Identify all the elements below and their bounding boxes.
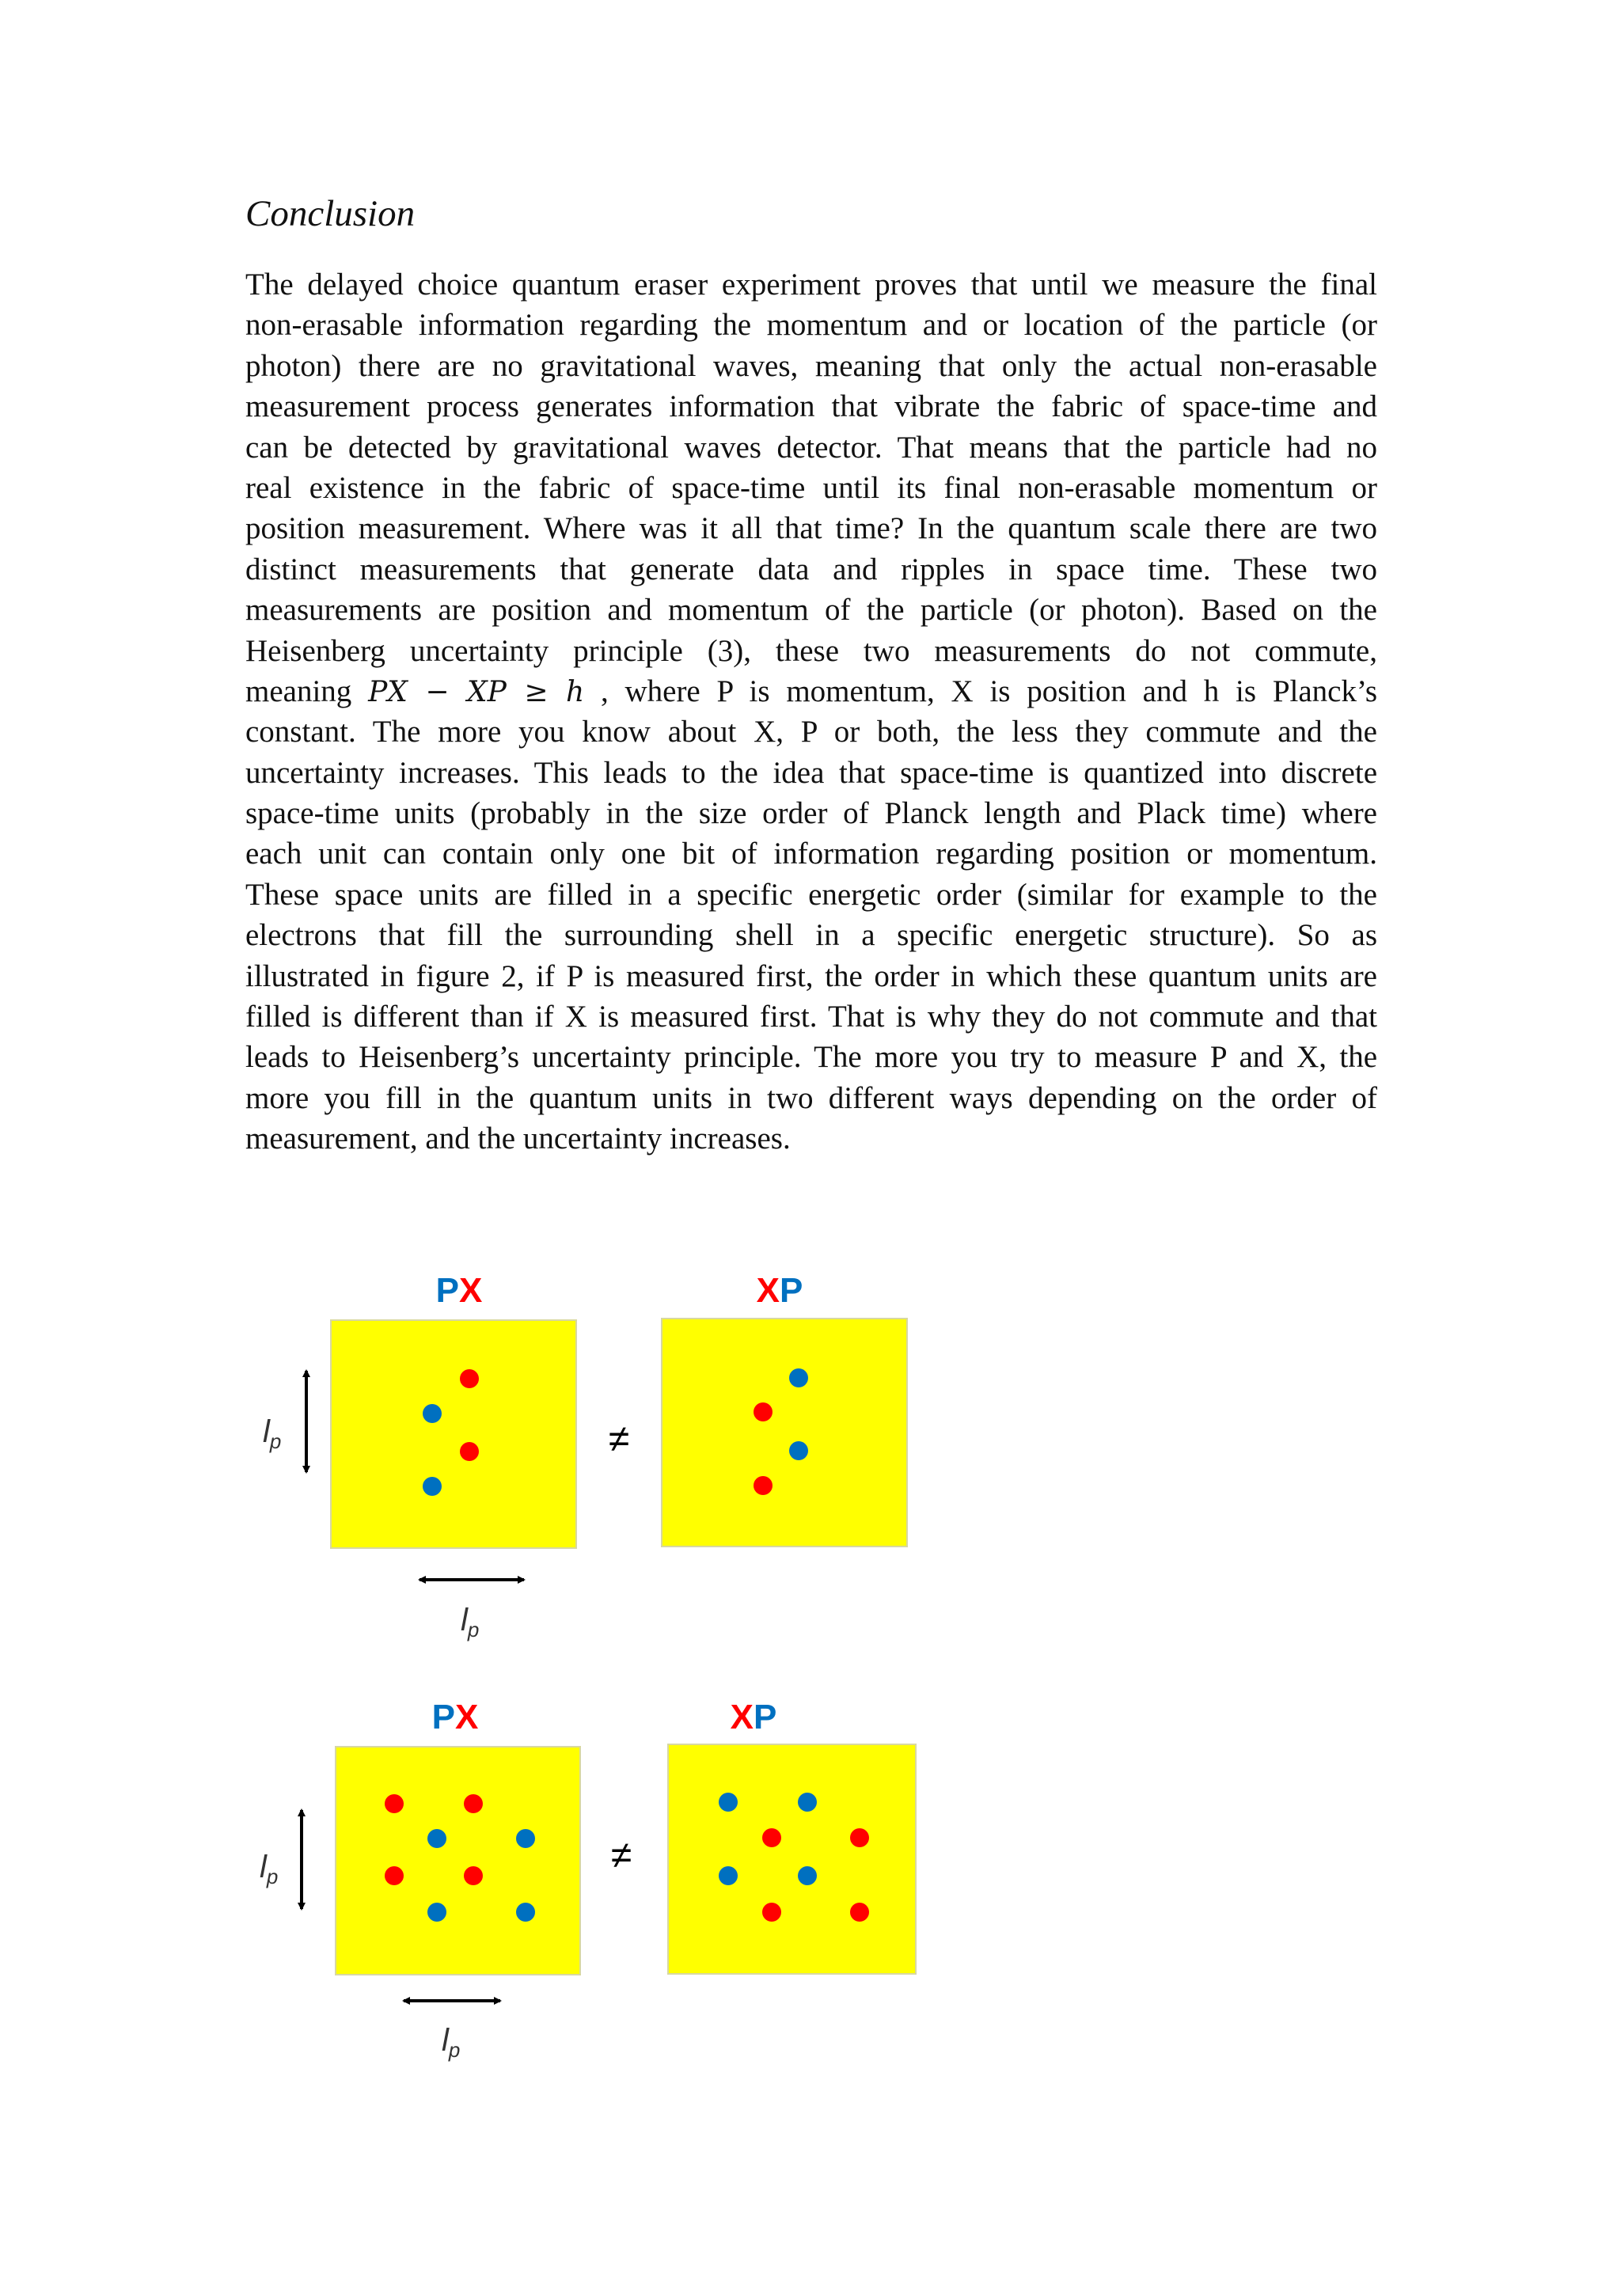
paragraph-line: can be detected by gravitational waves detector. That means that the particle had no bbox=[245, 430, 1377, 465]
red-dot bbox=[385, 1866, 404, 1885]
paragraph-line: each unit can contain only one bit of information regarding position or momentum. bbox=[245, 837, 1377, 871]
bottom-left-unit-box bbox=[336, 1747, 580, 1975]
paragraph-line: measurements are position and momentum of the particle (or photon). Based on the bbox=[245, 593, 1377, 628]
lp-label-horizontal: $l_p$ bbox=[461, 1603, 480, 1641]
paragraph-line: real existence in the fabric of space-time until its final non-erasable momentum or bbox=[245, 470, 1377, 505]
paragraph-line: non-erasable information regarding the momentum and or location of the particle (or bbox=[245, 308, 1377, 343]
lp-label-horizontal: $l_p$ bbox=[442, 2023, 461, 2062]
blue-dot bbox=[789, 1441, 808, 1460]
red-dot bbox=[754, 1402, 773, 1421]
blue-dot bbox=[516, 1903, 535, 1922]
paragraph-line: more you fill in the quantum units in two different ways depending on the order of bbox=[245, 1080, 1377, 1115]
paragraph-line: space-time units (probably in the size order of Planck length and Plack time) where bbox=[245, 796, 1377, 831]
paragraph-line: The delayed choice quantum eraser experiment proves that until we measure the final bbox=[245, 268, 1377, 302]
bottom-left-label-p: P bbox=[431, 1698, 455, 1736]
paragraph-line: illustrated in figure 2, if P is measured first, the order in which these quantum units are bbox=[245, 958, 1377, 993]
blue-dot bbox=[516, 1829, 535, 1848]
paragraph-line: measurement process generates information that vibrate the fabric of space-time and bbox=[245, 389, 1377, 424]
line-text: , where P is momentum, X is position and h is Planck’s bbox=[584, 674, 1377, 708]
line-text: meaning bbox=[245, 674, 369, 708]
blue-dot bbox=[423, 1404, 442, 1423]
paragraph-line: photon) there are no gravitational waves, meaning that only the actual non-erasable bbox=[245, 348, 1377, 383]
not-equal-sign: ≠ bbox=[610, 1835, 632, 1877]
paragraph-line: constant. The more you know about X, P or both, the less they commute and the bbox=[245, 715, 1377, 750]
blue-dot bbox=[427, 1829, 446, 1848]
paragraph-line: Heisenberg uncertainty principle (3), these two measurements do not commute, bbox=[245, 633, 1377, 668]
blue-dot bbox=[789, 1368, 808, 1387]
paragraph-line: leads to Heisenberg’s uncertainty principle. The more you try to measure P and X, the bbox=[245, 1040, 1377, 1075]
red-dot bbox=[464, 1866, 483, 1885]
red-dot bbox=[850, 1903, 869, 1922]
red-dot bbox=[385, 1794, 404, 1813]
red-dot bbox=[850, 1828, 869, 1847]
section-heading: Conclusion bbox=[245, 193, 416, 234]
blue-dot bbox=[719, 1866, 738, 1885]
blue-dot bbox=[798, 1793, 817, 1812]
bottom-right-label-x: X bbox=[730, 1698, 754, 1736]
commutator-equation: PX − XP ≥ h bbox=[368, 675, 585, 708]
top-left-label-x: X bbox=[459, 1271, 483, 1310]
top-right-label-x: X bbox=[756, 1271, 780, 1310]
blue-dot bbox=[423, 1477, 442, 1496]
top-right-unit-box bbox=[662, 1319, 907, 1546]
paragraph-line: distinct measurements that generate data and ripples in space time. These two bbox=[245, 552, 1377, 586]
bottom-left-label-x: X bbox=[455, 1698, 479, 1736]
paragraph-line: uncertainty increases. This leads to the idea that space-time is quantized into discrete bbox=[245, 755, 1377, 790]
red-dot bbox=[762, 1828, 781, 1847]
red-dot bbox=[464, 1794, 483, 1813]
blue-dot bbox=[427, 1903, 446, 1922]
red-dot bbox=[754, 1476, 773, 1495]
paragraph-line: filled is different than if X is measured first. That is why they do not commute and that bbox=[245, 1000, 1377, 1034]
blue-dot bbox=[798, 1866, 817, 1885]
top-left-unit-box bbox=[331, 1320, 576, 1548]
paragraph-line: measurement, and the uncertainty increases. bbox=[245, 1121, 791, 1156]
red-dot bbox=[762, 1903, 781, 1922]
paragraph-line: These space units are filled in a specific energetic order (similar for example to the bbox=[245, 877, 1377, 912]
not-equal-sign: ≠ bbox=[608, 1418, 630, 1460]
bottom-right-unit-box bbox=[668, 1744, 916, 1974]
bottom-right-label-p: P bbox=[754, 1698, 777, 1736]
top-right-label-p: P bbox=[780, 1271, 803, 1310]
paragraph-line: position measurement. Where was it all that time? In the quantum scale there are two bbox=[245, 511, 1377, 546]
red-dot bbox=[460, 1442, 479, 1461]
paragraph-line: electrons that fill the surrounding shell in a specific energetic structure). So as bbox=[245, 918, 1377, 953]
top-left-label-p: P bbox=[435, 1271, 459, 1310]
blue-dot bbox=[719, 1793, 738, 1812]
lp-label-vertical: $l_p$ bbox=[263, 1414, 282, 1453]
red-dot bbox=[460, 1369, 479, 1388]
lp-label-vertical: $l_p$ bbox=[260, 1850, 279, 1888]
